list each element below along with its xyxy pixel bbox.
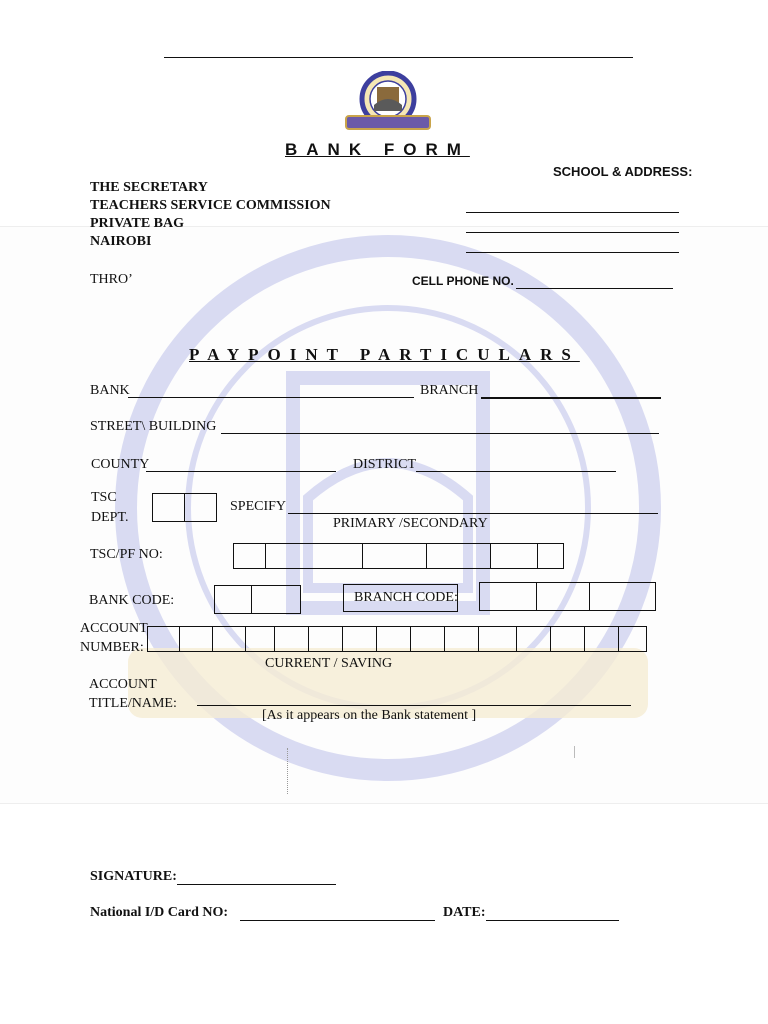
account-number-box-divider [550,627,551,651]
account-number-box-divider [478,627,479,651]
branch-code-label: BRANCH CODE: [354,590,458,605]
account-title-label-1: ACCOUNT [89,677,157,692]
account-title-label-2: TITLE/NAME: [89,696,177,711]
school-address-line-1[interactable] [466,212,679,213]
tsc-pf-boxes[interactable] [233,543,564,569]
account-number-box-divider [212,627,213,651]
street-label: STREET\ BUILDING [90,419,217,434]
tsc-logo-icon [344,71,432,133]
school-address-label: SCHOOL & ADDRESS: [553,164,693,179]
account-number-box-divider [179,627,180,651]
top-rule [164,57,633,58]
bank-code-label: BANK CODE: [89,593,175,608]
account-title-line[interactable] [197,705,631,706]
account-number-box-divider [376,627,377,651]
branch-code-box-divider [589,583,590,610]
branch-label: BRANCH [420,383,479,398]
account-number-label-1: ACCOUNT [80,621,148,636]
branch-line[interactable] [481,397,661,399]
bank-code-boxes[interactable] [214,585,301,614]
account-number-box-divider [444,627,445,651]
cell-phone-label: CELL PHONE NO. [412,274,514,288]
account-number-label-2: NUMBER: [80,640,144,655]
thro-label: THRO’ [90,272,133,287]
tsc-dept-boxes[interactable] [152,493,217,522]
account-number-box-divider [618,627,619,651]
account-number-box-divider [584,627,585,651]
branch-code-boxes[interactable] [479,582,656,611]
tsc-pf-box-divider [426,544,427,568]
school-address-line-2[interactable] [466,232,679,233]
branch-code-box-divider [536,583,537,610]
tsc-dept-box-divider [184,494,185,521]
account-number-boxes[interactable] [147,626,647,652]
bank-code-box-divider [251,586,252,613]
tsc-pf-box-divider [265,544,266,568]
addressee-line-4: NAIROBI [90,234,152,249]
tsc-pf-box-divider [490,544,491,568]
account-number-box-divider [245,627,246,651]
county-label: COUNTY [91,457,150,472]
scan-mark [574,746,575,758]
district-line[interactable] [416,471,616,472]
tsc-dept-label-1: TSC [91,490,117,505]
county-line[interactable] [146,471,336,472]
tsc-pf-label: TSC/PF NO: [90,547,163,562]
section-title: PAYPOINT PARTICULARS [189,345,580,364]
account-number-box-divider [274,627,275,651]
signature-label: SIGNATURE: [90,869,177,884]
date-line[interactable] [486,920,619,921]
account-number-box-divider [410,627,411,651]
date-label: DATE: [443,905,486,920]
national-id-line[interactable] [240,920,435,921]
specify-label: SPECIFY [230,499,287,514]
addressee-line-1: THE SECRETARY [90,180,208,195]
tsc-pf-box-divider [537,544,538,568]
addressee-line-2: TEACHERS SERVICE COMMISSION [90,198,331,213]
bank-statement-note: [As it appears on the Bank statement ] [262,708,477,723]
account-number-box-divider [516,627,517,651]
street-line[interactable] [221,433,659,434]
addressee-line-3: PRIVATE BAG [90,216,185,231]
specify-line[interactable] [288,513,658,514]
bank-label: BANK [90,383,130,398]
tsc-pf-box-divider [362,544,363,568]
account-number-box-divider [342,627,343,651]
tsc-dept-label-2: DEPT. [91,510,129,525]
district-label: DISTRICT [353,457,416,472]
cell-phone-line[interactable] [516,288,673,289]
signature-line[interactable] [177,884,336,885]
scan-mark [287,748,288,794]
national-id-label: National I/D Card NO: [90,905,229,920]
current-saving-option[interactable]: CURRENT / SAVING [265,656,393,671]
account-number-box-divider [308,627,309,651]
school-address-line-3[interactable] [466,252,679,253]
form-title: BANK FORM [285,140,470,159]
primary-secondary-option[interactable]: PRIMARY /SECONDARY [333,516,488,531]
bank-line[interactable] [128,397,414,398]
